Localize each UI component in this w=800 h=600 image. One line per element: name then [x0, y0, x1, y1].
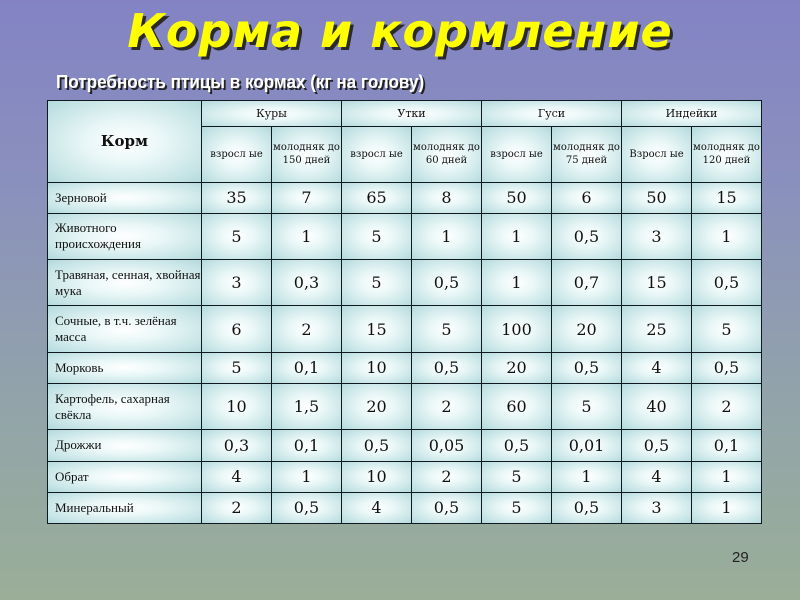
- value-cell: 5: [692, 306, 762, 352]
- feed-name-cell: Морковь: [48, 352, 202, 383]
- value-cell: 1: [692, 492, 762, 523]
- value-cell: 1,5: [272, 383, 342, 429]
- value-cell: 1: [552, 461, 622, 492]
- feed-name-cell: Картофель, сахарная свёкла: [48, 383, 202, 429]
- table-row: [48, 430, 762, 461]
- value-cell: 0,5: [552, 213, 622, 259]
- value-cell: 5: [482, 492, 552, 523]
- value-cell: 3: [202, 260, 272, 306]
- page-number: 29: [732, 549, 749, 566]
- header-young: молодняк до 75 дней: [552, 127, 622, 182]
- header-bird-chickens: Куры: [202, 101, 342, 127]
- value-cell: 0,5: [482, 430, 552, 461]
- value-cell: 5: [342, 260, 412, 306]
- value-cell: 15: [342, 306, 412, 352]
- header-adult: взросл ые: [202, 127, 272, 182]
- value-cell: 2: [412, 383, 482, 429]
- value-cell: 5: [202, 352, 272, 383]
- value-cell: 10: [342, 352, 412, 383]
- value-cell: 5: [552, 383, 622, 429]
- value-cell: 0,3: [272, 260, 342, 306]
- header-young: молодняк до 120 дней: [692, 127, 762, 182]
- slide-subtitle: Потребность птицы в кормах (кг на голову): [56, 72, 425, 92]
- feed-name-cell: Травяная, сенная, хвойная мука: [48, 260, 202, 306]
- value-cell: 10: [342, 461, 412, 492]
- value-cell: 1: [692, 213, 762, 259]
- value-cell: 0,5: [692, 352, 762, 383]
- value-cell: 2: [412, 461, 482, 492]
- value-cell: 6: [202, 306, 272, 352]
- value-cell: 5: [342, 213, 412, 259]
- slide-title: Корма и кормление: [127, 4, 673, 58]
- feed-name-cell: Сочные, в т.ч. зелёная масса: [48, 306, 202, 352]
- value-cell: 0,5: [272, 492, 342, 523]
- value-cell: 2: [272, 306, 342, 352]
- value-cell: 3: [622, 492, 692, 523]
- value-cell: 0,5: [622, 430, 692, 461]
- table-row: [48, 213, 762, 259]
- value-cell: 4: [622, 461, 692, 492]
- value-cell: 1: [482, 260, 552, 306]
- table-row: [48, 383, 762, 429]
- value-cell: 4: [342, 492, 412, 523]
- header-bird-turkeys: Индейки: [622, 101, 762, 127]
- value-cell: 0,5: [552, 352, 622, 383]
- value-cell: 0,1: [692, 430, 762, 461]
- value-cell: 0,5: [692, 260, 762, 306]
- value-cell: 8: [412, 182, 482, 213]
- table-row: [48, 492, 762, 523]
- header-bird-ducks: Утки: [342, 101, 482, 127]
- value-cell: 7: [272, 182, 342, 213]
- value-cell: 1: [412, 213, 482, 259]
- value-cell: 0,5: [552, 492, 622, 523]
- value-cell: 2: [202, 492, 272, 523]
- value-cell: 5: [412, 306, 482, 352]
- value-cell: 20: [342, 383, 412, 429]
- value-cell: 5: [482, 461, 552, 492]
- header-bird-geese: Гуси: [482, 101, 622, 127]
- value-cell: 1: [692, 461, 762, 492]
- value-cell: 0,3: [202, 430, 272, 461]
- value-cell: 0,7: [552, 260, 622, 306]
- value-cell: 0,5: [412, 492, 482, 523]
- value-cell: 0,01: [552, 430, 622, 461]
- feed-name-cell: Обрат: [48, 461, 202, 492]
- header-adult: взросл ые: [482, 127, 552, 182]
- value-cell: 0,05: [412, 430, 482, 461]
- table-row: [48, 352, 762, 383]
- value-cell: 5: [202, 213, 272, 259]
- value-cell: 20: [552, 306, 622, 352]
- value-cell: 0,5: [412, 352, 482, 383]
- value-cell: 35: [202, 182, 272, 213]
- table-row: [48, 182, 762, 213]
- value-cell: 20: [482, 352, 552, 383]
- feed-name-cell: Дрожжи: [48, 430, 202, 461]
- value-cell: 0,1: [272, 430, 342, 461]
- value-cell: 10: [202, 383, 272, 429]
- feed-requirements-table: [47, 100, 762, 524]
- feed-name-cell: Животного происхождения: [48, 213, 202, 259]
- value-cell: 1: [272, 461, 342, 492]
- header-adult: Взросл ые: [622, 127, 692, 182]
- value-cell: 15: [622, 260, 692, 306]
- value-cell: 6: [552, 182, 622, 213]
- feed-name-cell: Минеральный: [48, 492, 202, 523]
- value-cell: 1: [272, 213, 342, 259]
- header-adult: взросл ые: [342, 127, 412, 182]
- value-cell: 65: [342, 182, 412, 213]
- value-cell: 40: [622, 383, 692, 429]
- value-cell: 1: [482, 213, 552, 259]
- value-cell: 15: [692, 182, 762, 213]
- table-row: [48, 260, 762, 306]
- value-cell: 4: [202, 461, 272, 492]
- header-young: молодняк до 60 дней: [412, 127, 482, 182]
- value-cell: 2: [692, 383, 762, 429]
- value-cell: 60: [482, 383, 552, 429]
- table-row: [48, 461, 762, 492]
- value-cell: 50: [482, 182, 552, 213]
- value-cell: 50: [622, 182, 692, 213]
- value-cell: 25: [622, 306, 692, 352]
- value-cell: 3: [622, 213, 692, 259]
- value-cell: 4: [622, 352, 692, 383]
- header-young: молодняк до 150 дней: [272, 127, 342, 182]
- value-cell: 0,5: [342, 430, 412, 461]
- value-cell: 0,5: [412, 260, 482, 306]
- table-row: [48, 306, 762, 352]
- feed-name-cell: Зерновой: [48, 182, 202, 213]
- header-feed: Корм: [48, 101, 202, 183]
- value-cell: 100: [482, 306, 552, 352]
- value-cell: 0,1: [272, 352, 342, 383]
